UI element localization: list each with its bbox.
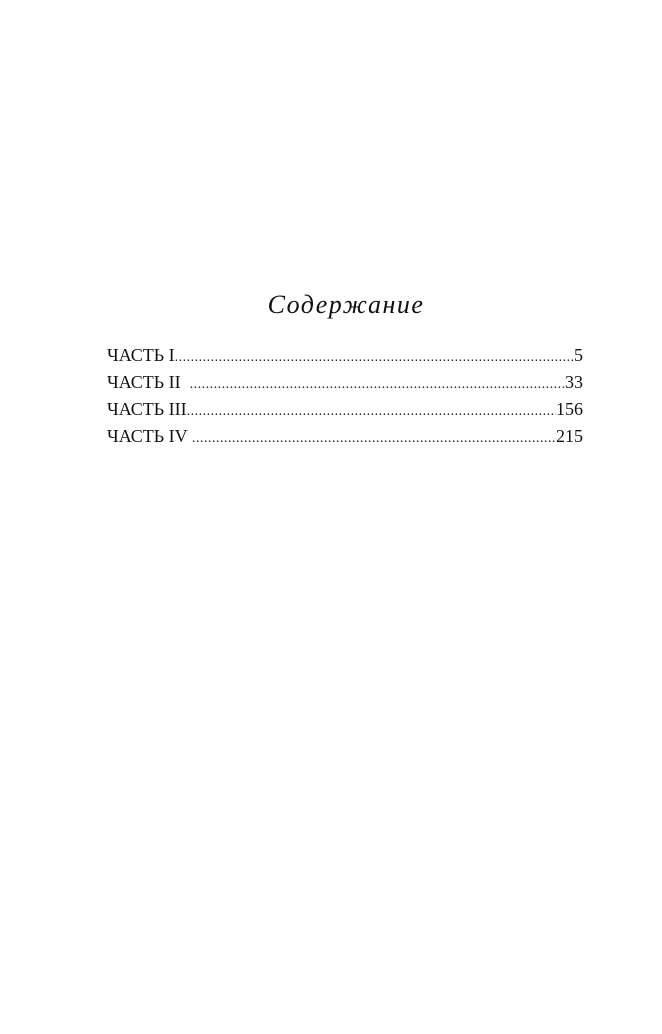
toc-entry-page: 215: [556, 426, 583, 446]
table-of-contents: [107, 342, 583, 450]
toc-entry[interactable]: [107, 369, 583, 396]
toc-entry[interactable]: [107, 423, 583, 450]
toc-entry-page: 5: [574, 345, 583, 365]
toc-entry-label: ЧАСТЬ I: [107, 345, 175, 365]
toc-entry-label: ЧАСТЬ III: [107, 399, 187, 419]
page-title: Содержание: [267, 290, 425, 319]
toc-entry-label: ЧАСТЬ II: [107, 372, 190, 392]
toc-leader-dots: [192, 425, 556, 452]
toc-entry-label: ЧАСТЬ IV: [107, 426, 192, 446]
toc-leader-dots: [190, 371, 565, 398]
toc-entry-page: 33: [565, 372, 583, 392]
toc-leader-dots: [187, 398, 556, 425]
toc-entry-page: 156: [556, 399, 583, 419]
toc-leader-dots: [175, 344, 574, 371]
toc-entry[interactable]: [107, 396, 583, 423]
toc-entry[interactable]: [107, 342, 583, 369]
